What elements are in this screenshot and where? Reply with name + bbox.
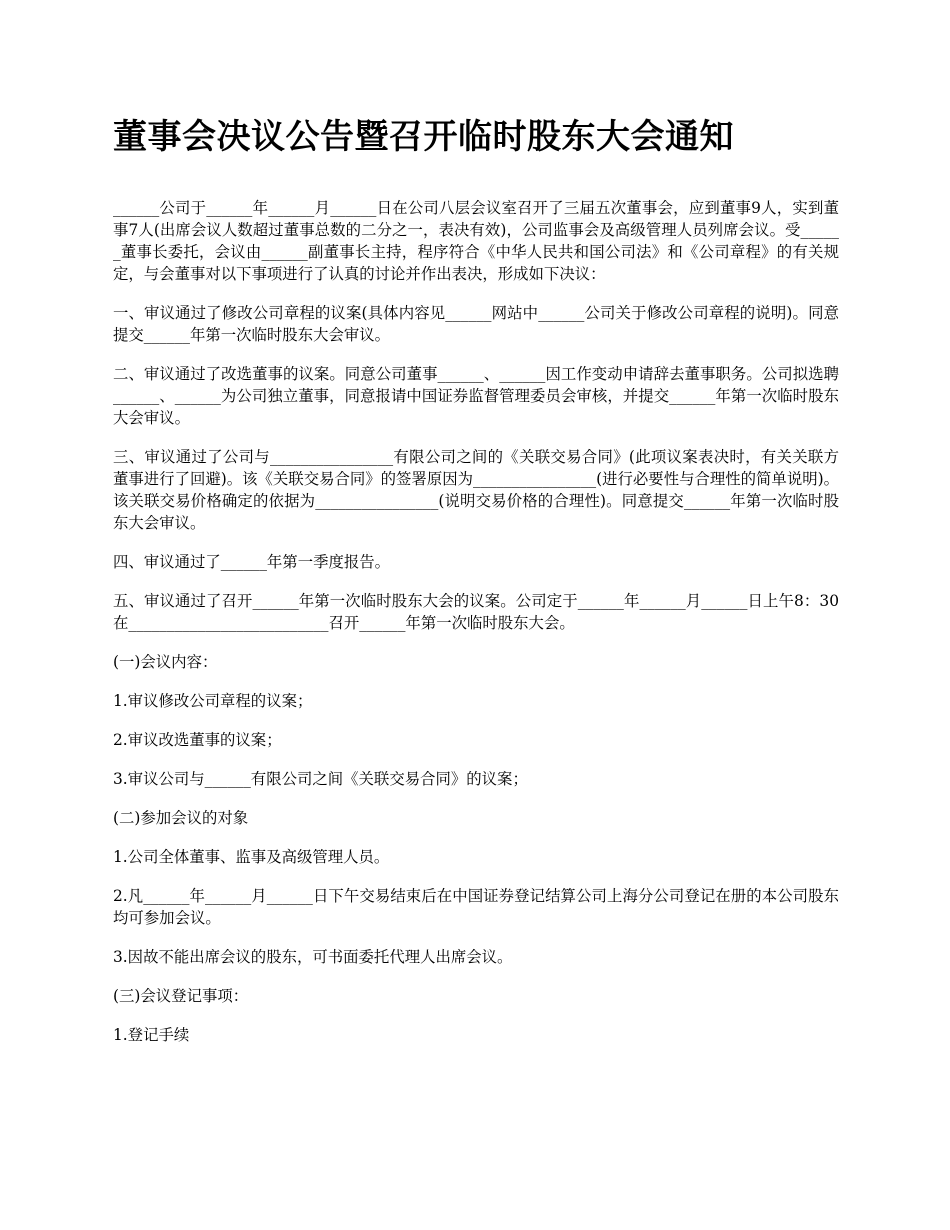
list-item: 3.审议公司与______有限公司之间《关联交易合同》的议案； bbox=[113, 770, 528, 788]
section-heading-registration: (三)会议登记事项： bbox=[113, 987, 249, 1005]
list-item: 2.凡______年______月______日下午交易结束后在中国证券登记结算公司上海分公司登记在册的本公司股东均可参加会议。 bbox=[113, 887, 839, 927]
paragraph-resolution-1: 一、审议通过了修改公司章程的议案(具体内容见______网站中______公司关于修改公司章程的说明)。同意提交______年第一次临时股东大会审议。 bbox=[113, 304, 839, 344]
list-item: 2.审议改选董事的议案； bbox=[113, 731, 282, 749]
list-item: 1.登记手续 bbox=[113, 1026, 190, 1044]
paragraph-resolution-4: 四、审议通过了______年第一季度报告。 bbox=[113, 553, 391, 571]
section-heading-attendees: (二)参加会议的对象 bbox=[113, 809, 249, 827]
paragraph-resolution-2: 二、审议通过了改选董事的议案。同意公司董事______、______因工作变动申请辞去董事职务。公司拟选聘______、______为公司独立董事，同意报请中国证券监督管理委员会审核，并提交______年第一次临时股东大会审议。 bbox=[113, 365, 839, 427]
list-item: 1.公司全体董事、监事及高级管理人员。 bbox=[113, 848, 390, 866]
paragraph-resolution-5: 五、审议通过了召开______年第一次临时股东大会的议案。公司定于______年______月______日上午8：30在__________________________召开______年第一次临时股东大会。 bbox=[113, 592, 839, 632]
paragraph-meeting-intro: ______公司于______年______月______日在公司八层会议室召开了三届五次董事会，应到董事9人，实到董事7人(出席会议人数超过董事总数的二分之一，表决有效)，公司监事会及高级管理人员列席会议。受______董事长委托，会议由______副董事长主持，程序符合《中华人民共和国公司法》和《公司章程》的有关规定，与会董事对以下事项进行了认真的讨论并作出表决，形成如下决议： bbox=[113, 199, 839, 283]
list-item: 3.因故不能出席会议的股东，可书面委托代理人出席会议。 bbox=[113, 948, 513, 966]
section-heading-meeting-content: (一)会议内容： bbox=[113, 653, 218, 671]
list-item: 1.审议修改公司章程的议案； bbox=[113, 692, 313, 710]
paragraph-resolution-3: 三、审议通过了公司与________________有限公司之间的《关联交易合同》(此项议案表决时，有关关联方董事进行了回避)。该《关联交易合同》的签署原因为________________(进行必要性与合理性的简单说明)。该关联交易价格确定的依据为________________(说明交易价格的合理性)。同意提交______年第一次临时股东大会审议。 bbox=[113, 448, 839, 532]
document-page bbox=[113, 108, 839, 1063]
document-title: 董事会决议公告暨召开临时股东大会通知 bbox=[113, 117, 734, 157]
